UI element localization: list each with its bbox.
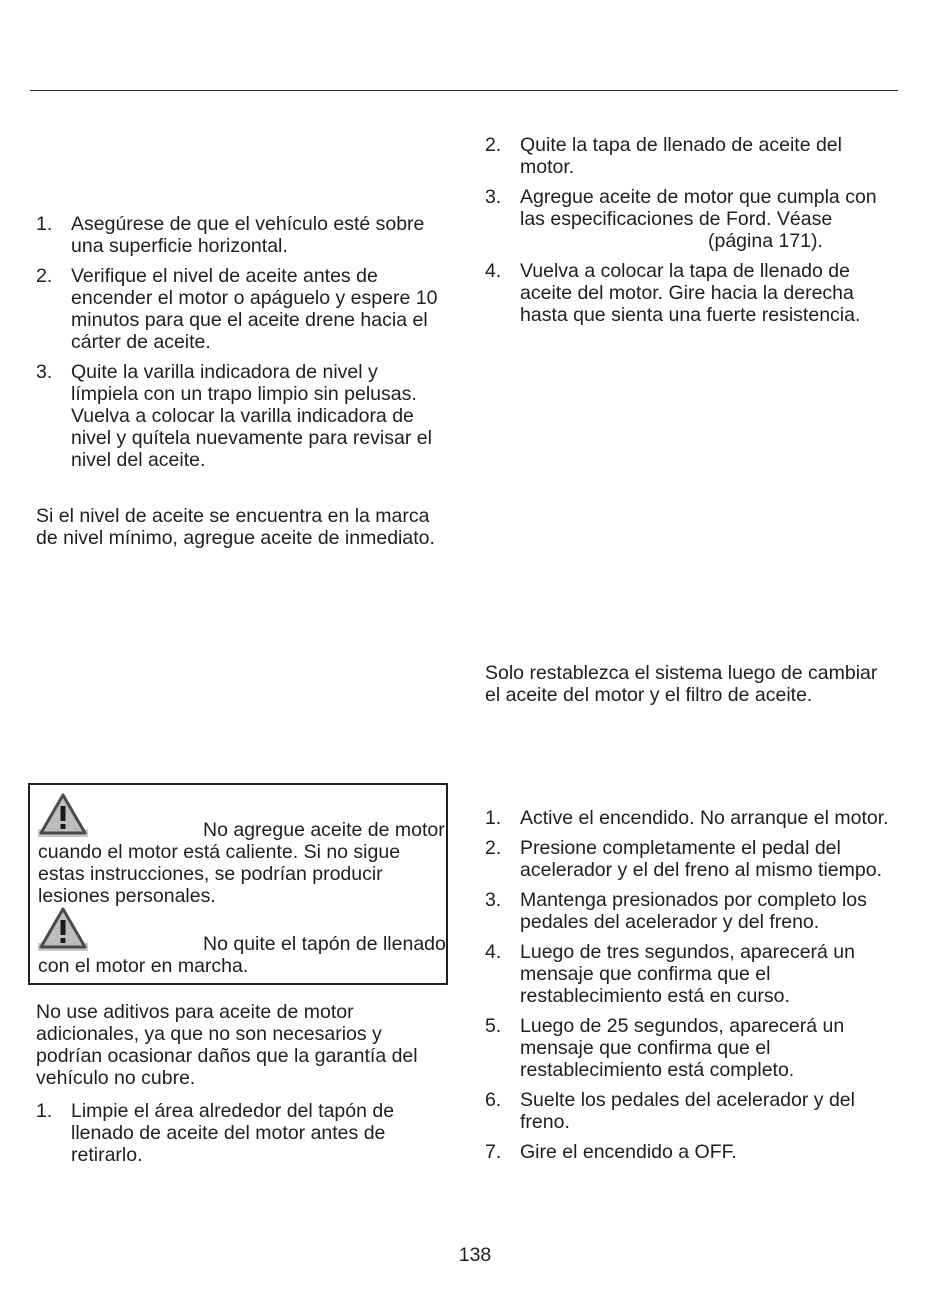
list-item: 2. Presione completamente el pedal del acelerador y el del freno al mismo tiempo. <box>485 837 882 881</box>
list-item: 4. Luego de tres segundos, aparecerá un mensaje que confirma que el restablecimiento está en curso. <box>485 941 855 1007</box>
warning-triangle-icon <box>38 907 88 953</box>
list-item: 1. Active el encendido. No arranque el motor. <box>485 807 889 829</box>
additives-note: No use aditivos para aceite de motor adicionales, ya que no son necesarios y podrían ocasionar daños que la garantía del vehículo no cubre. <box>36 1001 418 1089</box>
list-item: 3. Mantenga presionados por completo los pedales del acelerador y del freno. <box>485 889 867 933</box>
low-level-note: Si el nivel de aceite se encuentra en la marca de nivel mínimo, agregue aceite de inmediato. <box>36 505 435 549</box>
reset-note: Solo restablezca el sistema luego de cambiar el aceite del motor y el filtro de aceite. <box>485 662 878 706</box>
reset-steps <box>485 807 895 1171</box>
list-item: 5. Luego de 25 segundos, aparecerá un mensaje que confirma que el restablecimiento está completo. <box>485 1015 845 1081</box>
list-item: 1. Limpie el área alrededor del tapón de llenado de aceite del motor antes de retirarlo. <box>36 1100 395 1166</box>
page-number: 138 <box>458 1244 492 1266</box>
fill-steps-right <box>485 134 895 334</box>
list-item: 1. Asegúrese de que el vehículo esté sobre una superficie horizontal. <box>36 213 425 257</box>
list-item: 7. Gire el encendido a OFF. <box>485 1141 737 1163</box>
header-rule <box>30 90 898 91</box>
warning-hot-engine: No agregue aceite de motor cuando el motor está caliente. Si no sigue estas instrucciones, se podrían producir lesiones personales. <box>38 793 448 907</box>
warning-triangle-icon <box>38 793 88 839</box>
check-steps <box>36 213 446 479</box>
list-item: 2. Verifique el nivel de aceite antes de encender el motor o apáguelo y espere 10 minutos para que el aceite drene hacia el cárter de aceite. <box>36 265 438 353</box>
list-item: 3. Agregue aceite de motor que cumpla con las especificaciones de Ford. Véase (página 171). <box>485 186 877 252</box>
warning-box <box>28 783 448 985</box>
fill-steps-left <box>36 1100 446 1174</box>
list-item: 2. Quite la tapa de llenado de aceite del motor. <box>485 134 842 178</box>
list-item: 4. Vuelva a colocar la tapa de llenado de aceite del motor. Gire hacia la derecha hasta que sienta una fuerte resistencia. <box>485 260 861 326</box>
list-item: 6. Suelte los pedales del acelerador y del freno. <box>485 1089 855 1133</box>
page-reference: (página 171). <box>708 230 823 252</box>
warning-filler-cap: No quite el tapón de llenado con el motor en marcha. <box>38 907 448 977</box>
list-item: 3. Quite la varilla indicadora de nivel y límpiela con un trapo limpio sin pelusas. Vuelva a colocar la varilla indicadora de nivel y quítela nuevamente para revisar el nivel del aceite. <box>36 361 432 471</box>
